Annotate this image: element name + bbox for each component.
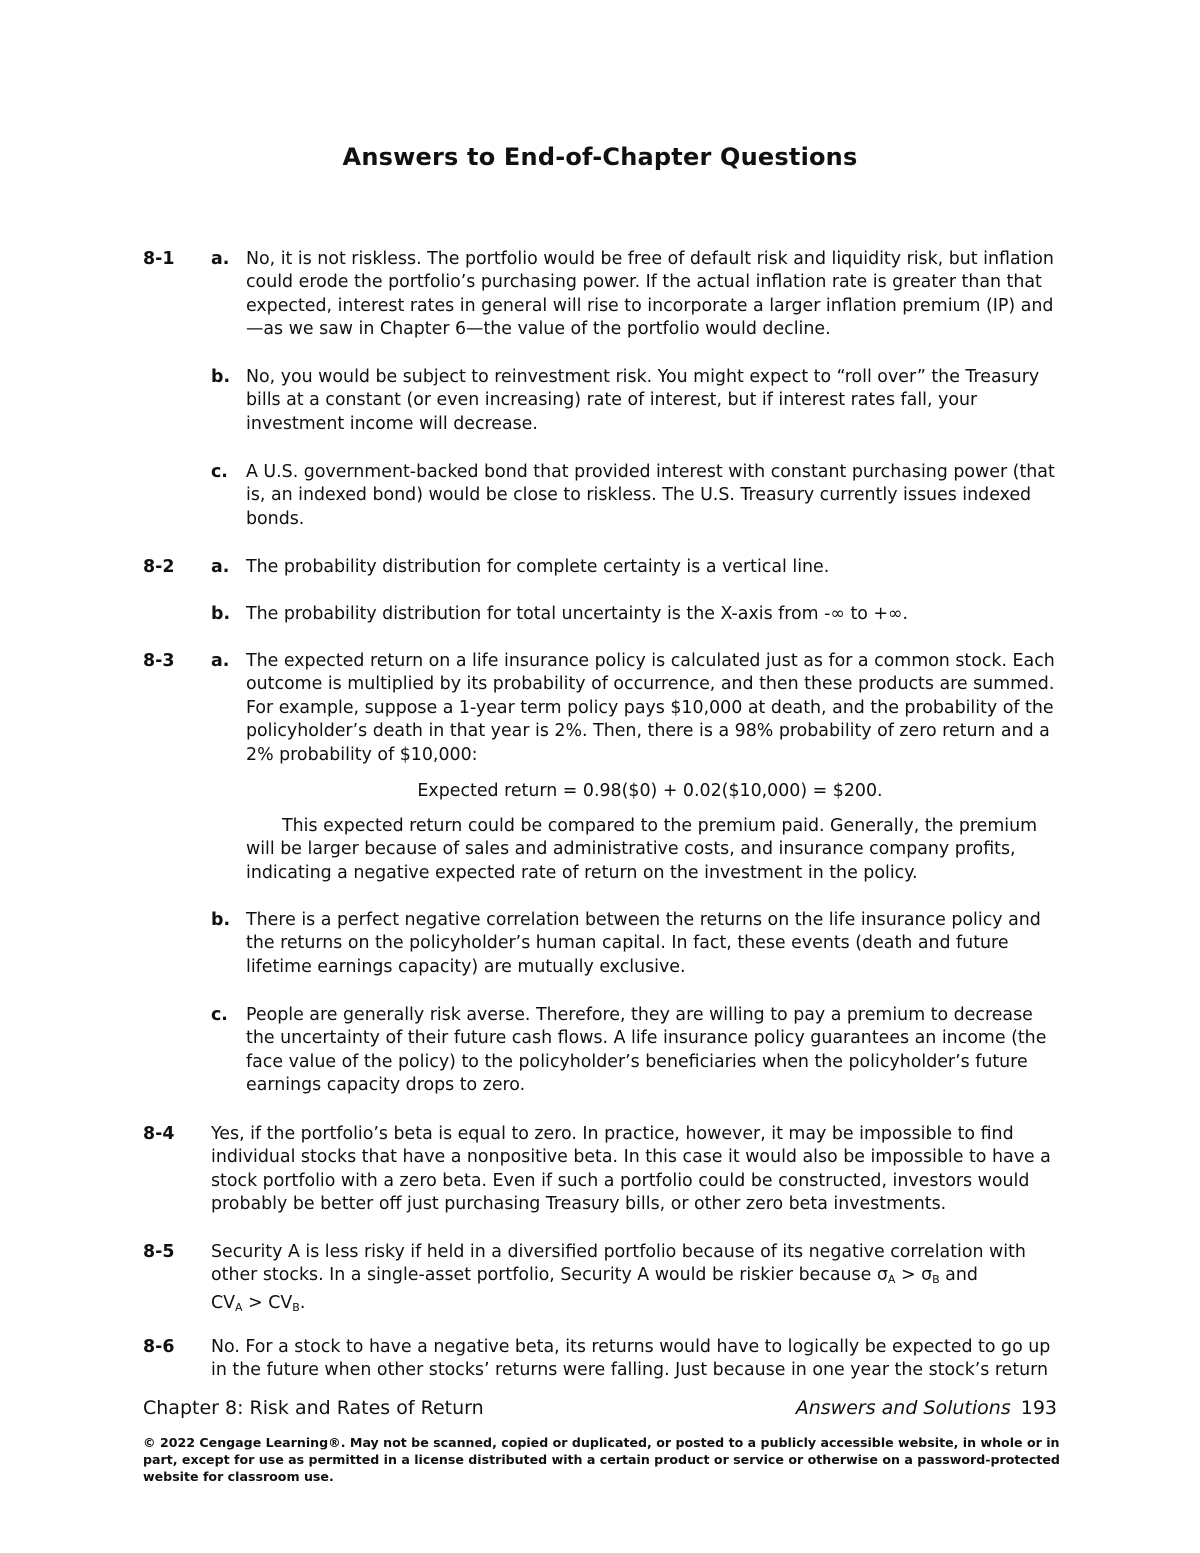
answer-8-6: No. For a stock to have a negative beta, its returns would have to logically be expected to go up in the future when other stocks’ returns were falling. Just because in one year the stock’s return [211,1337,1051,1381]
answer-8-2-b: The probability distribution for total uncertainty is the X-axis from -∞ to +∞. [246,604,909,624]
part-label-8-3-a: a. [211,651,230,671]
footer-right [796,1397,1057,1419]
question-number-8-6: 8-6 [143,1337,175,1357]
greater-than: > [242,1292,269,1313]
answer-8-5 [211,1241,1066,1319]
answer-8-3-a-continued: This expected return could be compared to the premium paid. Generally, the premium will be larger because of sales and administrative costs, and insurance company profits, indicating a negative expected rate of return on the investment in the policy. [246,816,1038,883]
cv-label: CV [211,1292,236,1313]
answer-8-3-b: There is a perfect negative correlation between the returns on the life insurance policy and the returns on the policyholder’s human capital. In fact, these events (death and future lifetime earnings capacity) are mutually exclusive. [246,910,1041,977]
question-number-8-1: 8-1 [143,249,175,269]
answer-8-1-c: A U.S. government-backed bond that provided interest with constant purchasing power (that is, an indexed bond) would be close to riskless. The U.S. Treasury currently issues indexed bonds. [246,462,1055,529]
part-label-8-2-b: b. [211,604,231,624]
subscript-a: A [235,1300,243,1314]
subscript-b: B [932,1273,940,1287]
and-word: and [939,1265,978,1286]
part-label-8-1-a: a. [211,249,230,269]
cv-label: CV [268,1292,293,1313]
sigma-symbol: σ [876,1265,888,1286]
copyright-notice: © 2022 Cengage Learning®. May not be scanned, copied or duplicated, or posted to a publicly accessible website, in whole or in part, except for use as permitted in a license distributed with a certain product or service or otherwise on a password-protected website for classroom use. [143,1435,1060,1484]
part-label-8-1-c: c. [211,462,228,482]
period: . [299,1292,306,1313]
subscript-b: B [292,1300,300,1314]
part-label-8-1-b: b. [211,367,231,387]
answer-8-3-c: People are generally risk averse. Therefore, they are willing to pay a premium to decrease the uncertainty of their future cash flows. A life insurance policy guarantees an income (the face value of the policy) to the policyholder’s beneficiaries when the policyholder’s future earnings capacity drops to zero. [246,1005,1047,1096]
question-number-8-5: 8-5 [143,1242,175,1262]
page-title: Answers to End-of-Chapter Questions [342,143,858,171]
part-label-8-3-b: b. [211,910,231,930]
question-number-8-3: 8-3 [143,651,175,671]
greater-than: > [895,1265,922,1286]
part-label-8-2-a: a. [211,557,230,577]
expected-return-formula: Expected return = 0.98($0) + 0.02($10,000) = $200. [417,781,883,801]
footer-chapter: Chapter 8: Risk and Rates of Return [143,1397,484,1419]
answer-8-4: Yes, if the portfolio’s beta is equal to zero. In practice, however, it may be impossible to find individual stocks that have a nonpositive beta. In this case it would also be impossible to have a stock portfolio with a zero beta. Even if such a portfolio could be constructed, investors would probably be better off just purchasing Treasury bills, or other zero beta investments. [211,1124,1051,1215]
question-number-8-2: 8-2 [143,557,175,577]
part-label-8-3-c: c. [211,1005,228,1025]
subscript-a: A [887,1273,896,1287]
answer-8-1-b: No, you would be subject to reinvestment risk. You might expect to “roll over” the Treasury bills at a constant (or even increasing) rate of interest, but if interest rates fall, your investment income will decrease. [246,367,1040,434]
answer-8-3-a: The expected return on a life insurance policy is calculated just as for a common stock. Each outcome is multiplied by its probability of occurrence, and then these products are summed. For example, suppose a 1-year term policy pays $10,000 at death, and the probability of the policyholder’s death in that year is 2%. Then, there is a 98% probability of zero return and a 2% probability of $10,000: [246,651,1055,765]
answer-8-2-a: The probability distribution for complete certainty is a vertical line. [246,557,830,577]
page-number: 193 [1020,1397,1057,1419]
answer-8-5-text: Security A is less risky if held in a diversified portfolio because of its negative correlation with other stocks. In a single-asset portfolio, Security A would be riskier because [211,1242,1026,1286]
question-number-8-4: 8-4 [143,1124,175,1144]
footer-section: Answers and Solutions [795,1397,1011,1419]
answer-8-1-a: No, it is not riskless. The portfolio would be free of default risk and liquidity risk, but inflation could erode the portfolio’s purchasing power. If the actual inflation rate is greater than that expected, interest rates in general will rise to incorporate a larger inflation premium (IP) and—as we saw in Chapter 6—the value of the portfolio would decline. [246,249,1054,340]
sigma-symbol: σ [921,1265,933,1286]
